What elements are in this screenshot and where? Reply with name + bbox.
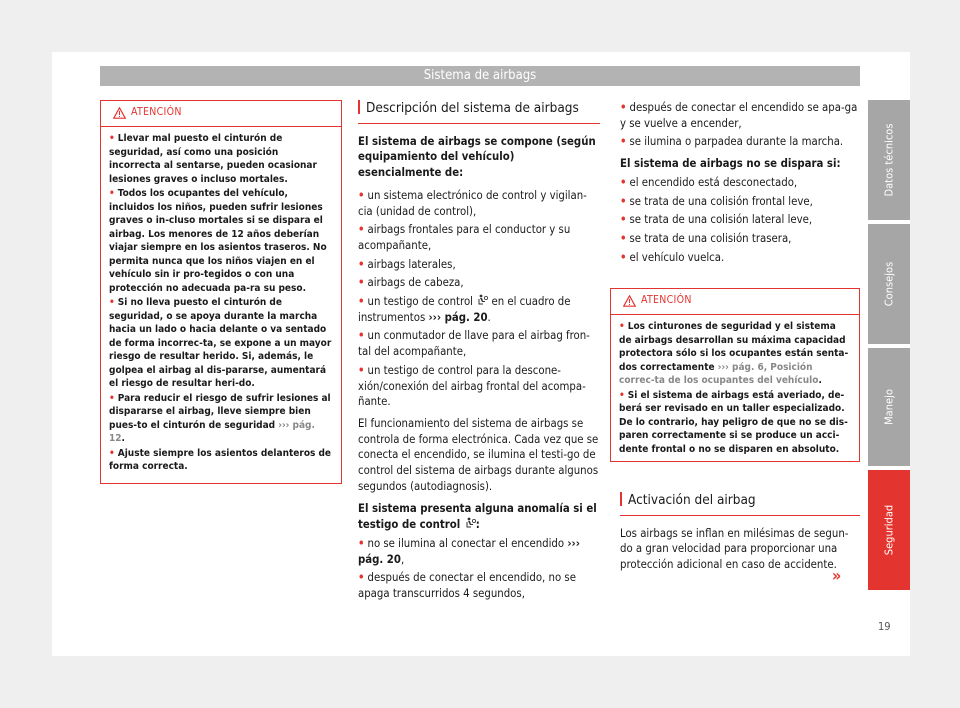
list-item: • un testigo de control para la descone-xión/conexión del airbag frontal del acompa-ñante.: [358, 363, 586, 409]
list-item: • se trata de una colisión trasera,: [620, 231, 792, 245]
warning-1-item: • Para reducir el riesgo de sufrir lesiones al dispararse el airbag, lleve siempre bien pues-to el cinturón de seguridad ››› pág. 12.: [109, 392, 331, 444]
no-fire-heading: El sistema de airbags no se dispara si:: [620, 157, 841, 171]
list-item: • un conmutador de llave para el airbag fron-tal del acompañante,: [358, 329, 590, 359]
anomaly-list: [358, 536, 600, 602]
tab-manejo[interactable]: Manejo: [868, 348, 910, 466]
list-item: • un testigo de control en el cuadro de instrumentos ››› pág. 20.: [358, 295, 571, 324]
warning-1-item: • Todos los ocupantes del vehículo, incluidos los niños, pueden sufrir lesiones graves o in-cluso mortales si se dispara el airbag. Los menores de 12 años deberían viajar siempre en los asientos traseros. No permita nunca que los niños viajen en el vehículo sin ir pro-tegidos o con una protección no adecuada pa-ra su peso.: [109, 188, 327, 294]
page-ref-link[interactable]: ››› pág. 20: [428, 310, 488, 324]
warning-box-2-list: [611, 315, 859, 465]
warning-box-1: [100, 100, 342, 484]
warning-1-item: • Si no lleva puesto el cinturón de seguridad, o se apoya durante la marcha hacia un lado o hacia delante o va sentado de forma incorrec-ta, se expone a un mayor riesgo de resultar herido. Si, además, le golpea el airbag al dis-pararse, aumentará el riesgo de resultar heri-do.: [109, 297, 332, 389]
continue-arrow-icon: »: [832, 566, 842, 585]
section-title-activation: Activación del airbag: [620, 492, 860, 516]
warning-box-2-title: ATENCIÓN: [641, 294, 692, 306]
anomaly-list-continued: [620, 100, 860, 150]
paragraph-function: El funcionamiento del sistema de airbags se controla de forma electrónica. Cada vez que se conecta el encendido, se ilumina el testi-go de control del sistema de airbags durante algunos segundos (autodiagnosis).: [358, 416, 599, 493]
column-2: [358, 100, 600, 605]
warning-box-2-header: [611, 289, 859, 315]
list-item: • se trata de una colisión frontal leve,: [620, 194, 813, 208]
list-item: • el vehículo vuelca.: [620, 250, 725, 264]
list-item: • se trata de una colisión lateral leve,: [620, 213, 813, 227]
tab-datos-tecnicos[interactable]: Datos técnicos: [868, 100, 910, 220]
section-activation: [620, 492, 860, 580]
warning-triangle-icon: [623, 295, 636, 307]
warning-2-item: • Si el sistema de airbags está averiado, de-berá ser revisado en un taller especializado. De lo contrario, hay peligro de que no se dis-paren correctamente si se produce un acci-dente frontal o no se disparen en absoluto.: [619, 389, 848, 455]
list-item: • un sistema electrónico de control y vigilan-cia (unidad de control),: [358, 188, 587, 218]
list-item: • después de conectar el encendido, no se apaga transcurridos 4 segundos,: [358, 571, 576, 600]
anomaly-heading: El sistema presenta alguna anomalía si el testigo de control :: [358, 502, 597, 532]
warning-1-item: • Llevar mal puesto el cinturón de seguridad, así como una posición incorrecta al sentarse, pueden ocasionar lesiones graves o incluso mortales.: [109, 133, 317, 185]
airbag-warning-lamp-icon: [476, 294, 488, 306]
list-item: • airbags frontales para el conductor y su acompañante,: [358, 223, 571, 252]
list-item: • el encendido está desconectado,: [620, 175, 798, 189]
tab-seguridad[interactable]: Seguridad: [868, 470, 910, 590]
section-marker: [620, 492, 622, 506]
page-ref-link[interactable]: ››› pág. 20: [358, 536, 580, 566]
section-marker: [358, 100, 360, 114]
warning-1-item: • Ajuste siempre los asientos delanteros de forma correcta.: [109, 447, 332, 472]
warning-2-item: • Los cinturones de seguridad y el sistema de airbags desarrollan su máxima capacidad protectora sólo si los ocupantes están senta-dos correctamente ››› pág. 6, Posición correc-ta de los ocupantes del vehículo.: [619, 321, 849, 386]
no-fire-list: [620, 175, 860, 266]
warning-triangle-icon: [113, 107, 126, 119]
warning-box-1-title: ATENCIÓN: [131, 106, 182, 118]
airbag-warning-lamp-icon: [464, 517, 476, 529]
section-title-description: Descripción del sistema de airbags: [358, 100, 600, 124]
warning-box-1-list: [101, 127, 341, 483]
warning-box-1-header: [101, 101, 341, 127]
page-header: Sistema de airbags: [100, 66, 860, 86]
list-item: • se ilumina o parpadea durante la marcha.: [620, 135, 844, 149]
page-number: 19: [878, 620, 891, 633]
paragraph-activation: Los airbags se inflan en milésimas de segun-do a gran velocidad para proporcionar una protección adicional en caso de accidente.: [620, 526, 849, 572]
tab-consejos[interactable]: Consejos: [868, 224, 910, 344]
list-item: • después de conectar el encendido se apa-ga y se vuelve a encender,: [620, 101, 858, 130]
list-item: • airbags laterales,: [358, 257, 456, 271]
section-intro: El sistema de airbags se compone (según equipamiento del vehículo) esencialmente de:: [358, 134, 596, 180]
list-item: • no se ilumina al conectar el encendido ››› pág. 20,: [358, 536, 580, 566]
column-3: [620, 100, 860, 268]
list-item: • airbags de cabeza,: [358, 276, 464, 290]
page-ref-link[interactable]: ››› pág. 12: [109, 419, 315, 444]
components-list: [358, 188, 600, 410]
warning-box-2: [610, 288, 860, 462]
page-ref-link[interactable]: ››› pág. 6, Posición correc-ta de los ocupantes del vehículo: [619, 361, 819, 386]
